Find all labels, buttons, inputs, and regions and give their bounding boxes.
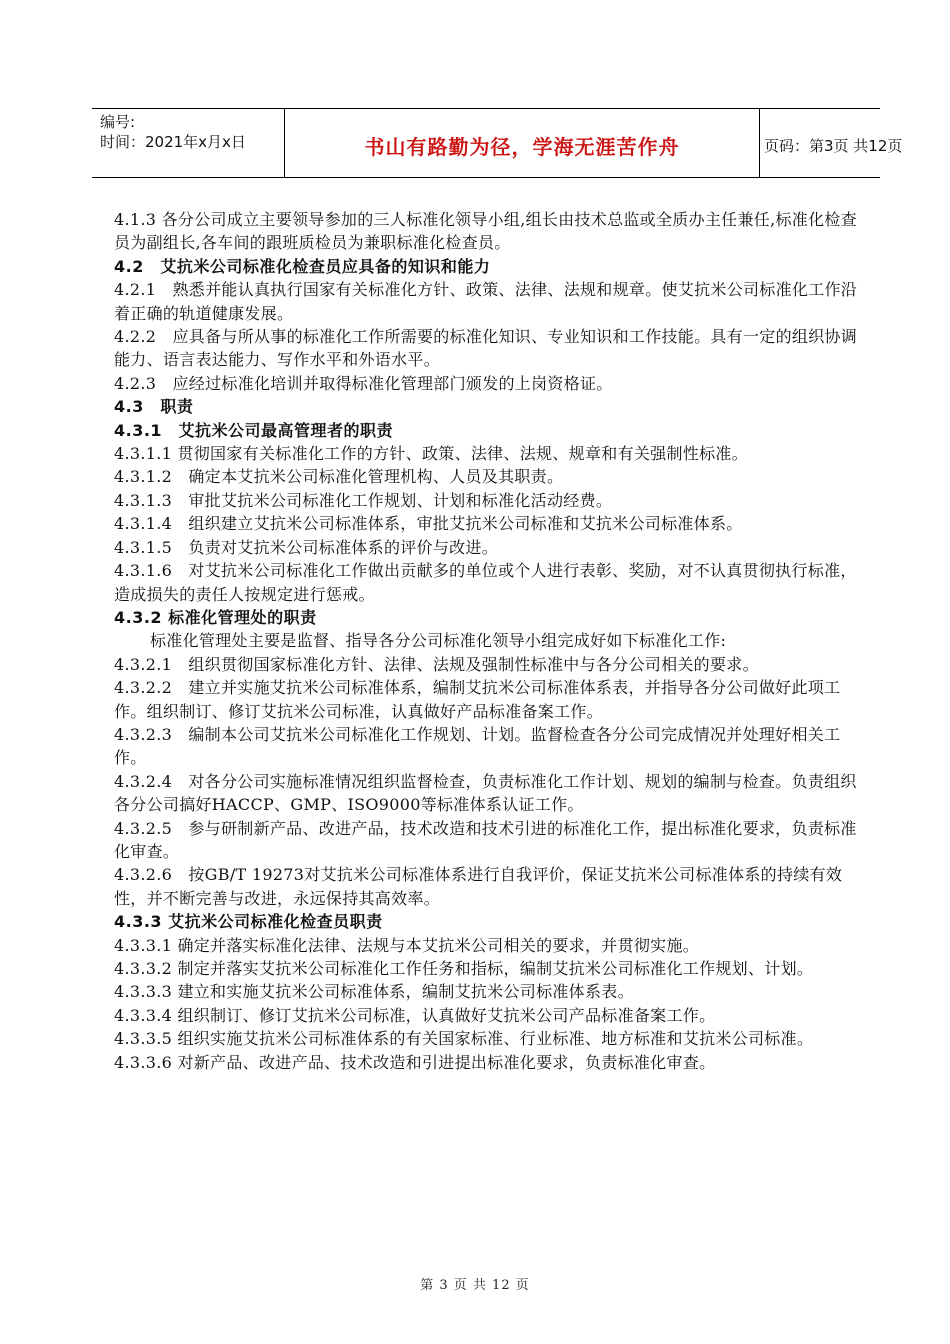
header-right-cell (758, 109, 903, 177)
body-paragraph: 4.3.1.5 负责对艾抗米公司标准体系的评价与改进。 (114, 537, 499, 557)
body-paragraph: 4.3.2.2 建立并实施艾抗米公司标准体系，编制艾抗米公司标准体系表，并指导各分公司做好此项工作。组织制订、修订艾抗米公司标准，认真做好产品标准备案工作。 (114, 678, 841, 721)
body-paragraph: 4.2.1 熟悉并能认真执行国家有关标准化方针、政策、法律、法规和规章。使艾抗米公司标准化工作沿着正确的轨道健康发展。 (114, 280, 858, 323)
body-paragraph: 4.3.2.1 组织贯彻国家标准化方针、法律、法规及强制性标准中与各分公司相关的要求。 (114, 654, 759, 674)
body-paragraph: 4.3.1.2 确定本艾抗米公司标准化管理机构、人员及其职责。 (114, 467, 564, 487)
body-paragraph: 4.3.3.3 建立和实施艾抗米公司标准体系，编制艾抗米公司标准体系表。 (114, 982, 634, 1002)
section-heading: 4.3 职责 (114, 397, 194, 417)
document-body (114, 208, 862, 1074)
body-paragraph: 4.3.3.5 组织实施艾抗米公司标准体系的有关国家标准、行业标准、地方标准和艾抗米公司标准。 (114, 1029, 814, 1049)
body-paragraph: 4.3.3.6 对新产品、改进产品、技术改造和引进提出标准化要求，负责标准化审查。 (114, 1052, 716, 1072)
body-paragraph: 4.3.3.4 组织制订、修订艾抗米公司标准，认真做好艾抗米公司产品标准备案工作。 (114, 1005, 716, 1025)
page-number-label: 页码：第3页 共12页 (764, 137, 903, 155)
date-label: 时间：2021年x月x日 (100, 133, 246, 151)
body-paragraph: 4.3.3.1 确定并落实标准化法律、法规与本艾抗米公司相关的要求，并贯彻实施。 (114, 935, 700, 955)
motto-text: 书山有路勤为径，学海无涯苦作舟 (364, 135, 680, 159)
body-paragraph: 4.3.2.3 编制本公司艾抗米公司标准化工作规划、计划。监督检查各分公司完成情况并处理好相关工作。 (114, 724, 841, 768)
page-footer: 第 3 页 共 12 页 (420, 1278, 530, 1293)
document-header (92, 108, 903, 178)
body-paragraph: 4.3.1.6 对艾抗米公司标准化工作做出贡献多的单位或个人进行表彰、奖励，对不认真贯彻执行标准，造成损失的责任人按规定进行惩戒。 (114, 561, 857, 604)
section-heading: 4.3.3 艾抗米公司标准化检查员职责 (114, 912, 383, 932)
body-paragraph: 4.3.2.5 参与研制新产品、改进产品，技术改造和技术引进的标准化工作，提出标准化要求，负责标准化审查。 (114, 818, 857, 861)
header-middle-cell (284, 109, 760, 177)
section-heading: 4.3.1 艾抗米公司最高管理者的职责 (114, 420, 394, 440)
body-paragraph: 4.3.2.6 按GB/T 19273对艾抗米公司标准体系进行自我评价，保证艾抗米公司标准体系的持续有效性，并不断完善与改进，永远保持其高效率。 (114, 865, 843, 908)
body-paragraph: 4.3.1.1 贯彻国家有关标准化工作的方针、政策、法律、法规、规章和有关强制性标准。 (114, 444, 748, 464)
body-paragraph: 4.3.1.3 审批艾抗米公司标准化工作规划、计划和标准化活动经费。 (114, 490, 613, 510)
section-heading: 4.2 艾抗米公司标准化检查员应具备的知识和能力 (114, 256, 491, 276)
body-paragraph: 标准化管理处主要是监督、指导各分公司标准化领导小组完成好如下标准化工作: (150, 631, 727, 651)
body-paragraph: 4.1.3 各分公司成立主要领导参加的三人标准化领导小组,组长由技术总监或全质办主任兼任,标准化检查员为副组长,各车间的跟班质检员为兼职标准化检查员。 (114, 210, 857, 253)
body-paragraph: 4.2.3 应经过标准化培训并取得标准化管理部门颁发的上岗资格证。 (114, 373, 613, 393)
body-paragraph: 4.3.3.2 制定并落实艾抗米公司标准化工作任务和指标，编制艾抗米公司标准化工作规划、计划。 (114, 959, 814, 978)
body-paragraph: 4.3.1.4 组织建立艾抗米公司标准体系，审批艾抗米公司标准和艾抗米公司标准体系。 (114, 514, 743, 534)
serial-number-label: 编号: (100, 113, 136, 131)
section-heading: 4.3.2 标准化管理处的职责 (114, 607, 317, 627)
body-paragraph: 4.2.2 应具备与所从事的标准化工作所需要的标准化知识、专业知识和工作技能。具有一定的组织协调能力、语言表达能力、写作水平和外语水平。 (114, 327, 858, 370)
header-left-cell (92, 109, 284, 177)
body-paragraph: 4.3.2.4 对各分公司实施标准情况组织监督检查，负责标准化工作计划、规划的编制与检查。负责组织各分公司搞好HACCP、GMP、ISO9000等标准体系认证工作。 (114, 771, 857, 815)
